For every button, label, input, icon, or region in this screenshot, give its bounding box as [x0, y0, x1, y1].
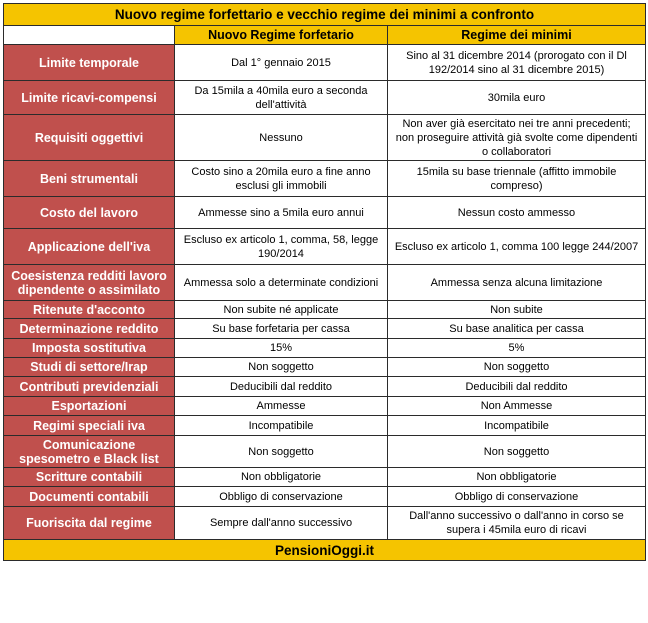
row-label: Beni strumentali: [4, 161, 175, 197]
cell-nuovo-regime: Nessuno: [175, 115, 388, 161]
cell-regime-minimi: Su base analitica per cassa: [388, 319, 646, 339]
cell-regime-minimi: Incompatibile: [388, 416, 646, 436]
footer-source: PensioniOggi.it: [4, 540, 646, 561]
table-row: [4, 301, 646, 319]
table-row: [4, 81, 646, 115]
comparison-table-wrapper: [3, 3, 645, 561]
table-row: [4, 377, 646, 397]
cell-nuovo-regime: Non soggetto: [175, 436, 388, 468]
table-row: [4, 161, 646, 197]
row-label: Applicazione dell'iva: [4, 229, 175, 265]
row-label: Contributi previdenziali: [4, 377, 175, 397]
row-label: Costo del lavoro: [4, 197, 175, 229]
cell-nuovo-regime: Sempre dall'anno successivo: [175, 507, 388, 540]
table-row: [4, 436, 646, 468]
table-row: [4, 507, 646, 540]
row-label: Comunicazione spesometro e Black list: [4, 436, 175, 468]
cell-nuovo-regime: Obbligo di conservazione: [175, 487, 388, 507]
row-label: Regimi speciali iva: [4, 416, 175, 436]
cell-nuovo-regime: Non obbligatorie: [175, 468, 388, 487]
row-label: Limite ricavi-compensi: [4, 81, 175, 115]
cell-nuovo-regime: Su base forfetaria per cassa: [175, 319, 388, 339]
cell-regime-minimi: Non soggetto: [388, 436, 646, 468]
table-row: [4, 397, 646, 416]
table-row: [4, 339, 646, 358]
comparison-table: [3, 3, 646, 561]
cell-regime-minimi: Sino al 31 dicembre 2014 (prorogato con il Dl 192/2014 sino al 31 dicembre 2015): [388, 45, 646, 81]
cell-nuovo-regime: Dal 1° gennaio 2015: [175, 45, 388, 81]
cell-regime-minimi: Non Ammesse: [388, 397, 646, 416]
cell-nuovo-regime: Non subite né applicate: [175, 301, 388, 319]
cell-nuovo-regime: Ammesse: [175, 397, 388, 416]
row-label: Studi di settore/Irap: [4, 358, 175, 377]
row-label: Limite temporale: [4, 45, 175, 81]
cell-regime-minimi: Non subite: [388, 301, 646, 319]
table-row: [4, 45, 646, 81]
cell-nuovo-regime: Incompatibile: [175, 416, 388, 436]
cell-nuovo-regime: Escluso ex articolo 1, comma, 58, legge 190/2014: [175, 229, 388, 265]
cell-nuovo-regime: Non soggetto: [175, 358, 388, 377]
cell-regime-minimi: Deducibili dal reddito: [388, 377, 646, 397]
cell-nuovo-regime: Ammesse sino a 5mila euro annui: [175, 197, 388, 229]
table-row: [4, 115, 646, 161]
header-corner-cell: [4, 26, 175, 45]
cell-nuovo-regime: Costo sino a 20mila euro a fine anno esclusi gli immobili: [175, 161, 388, 197]
table-title: Nuovo regime forfettario e vecchio regime dei minimi a confronto: [4, 4, 646, 26]
table-row: [4, 229, 646, 265]
cell-regime-minimi: Non aver già esercitato nei tre anni precedenti; non proseguire attività già svolte come dipendenti o collaboratori: [388, 115, 646, 161]
table-row: [4, 265, 646, 301]
cell-regime-minimi: 30mila euro: [388, 81, 646, 115]
table-row: [4, 416, 646, 436]
table-row: [4, 319, 646, 339]
table-row: [4, 358, 646, 377]
footer-row: [4, 540, 646, 561]
cell-regime-minimi: Escluso ex articolo 1, comma 100 legge 244/2007: [388, 229, 646, 265]
column-header-nuovo: Nuovo Regime forfetario: [175, 26, 388, 45]
row-label: Fuoriscita dal regime: [4, 507, 175, 540]
row-label: Ritenute d'acconto: [4, 301, 175, 319]
row-label: Determinazione reddito: [4, 319, 175, 339]
title-row: [4, 4, 646, 26]
cell-regime-minimi: Nessun costo ammesso: [388, 197, 646, 229]
row-label: Documenti contabili: [4, 487, 175, 507]
table-row: [4, 487, 646, 507]
cell-nuovo-regime: 15%: [175, 339, 388, 358]
row-label: Coesistenza redditi lavoro dipendente o assimilato: [4, 265, 175, 301]
cell-nuovo-regime: Ammessa solo a determinate condizioni: [175, 265, 388, 301]
table-row: [4, 468, 646, 487]
cell-regime-minimi: Dall'anno successivo o dall'anno in corso se supera i 45mila euro di ricavi: [388, 507, 646, 540]
cell-regime-minimi: Non soggetto: [388, 358, 646, 377]
cell-regime-minimi: Ammessa senza alcuna limitazione: [388, 265, 646, 301]
header-row: [4, 26, 646, 45]
column-header-minimi: Regime dei minimi: [388, 26, 646, 45]
table-row: [4, 197, 646, 229]
row-label: Esportazioni: [4, 397, 175, 416]
cell-regime-minimi: 5%: [388, 339, 646, 358]
cell-regime-minimi: 15mila su base triennale (affitto immobile compreso): [388, 161, 646, 197]
cell-nuovo-regime: Da 15mila a 40mila euro a seconda dell'attività: [175, 81, 388, 115]
cell-regime-minimi: Obbligo di conservazione: [388, 487, 646, 507]
row-label: Imposta sostitutiva: [4, 339, 175, 358]
row-label: Requisiti oggettivi: [4, 115, 175, 161]
cell-regime-minimi: Non obbligatorie: [388, 468, 646, 487]
row-label: Scritture contabili: [4, 468, 175, 487]
cell-nuovo-regime: Deducibili dal reddito: [175, 377, 388, 397]
